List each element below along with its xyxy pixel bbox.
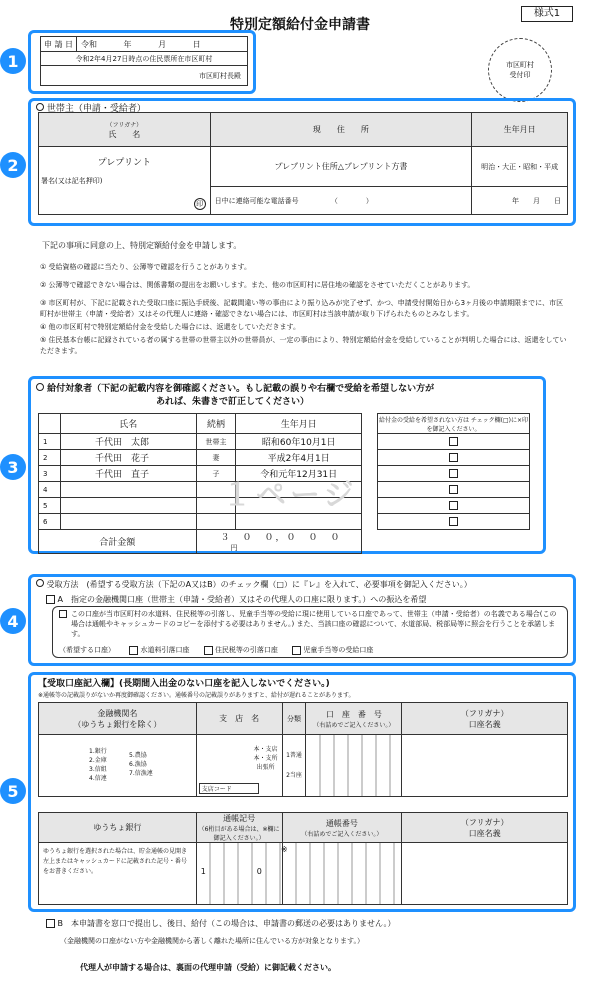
recipient-relation[interactable]: 妻 (196, 450, 236, 466)
badge-3: 3 (0, 454, 26, 480)
recipient-birth[interactable]: 平成2年4月1日 (236, 450, 362, 466)
tax-checkbox[interactable] (204, 646, 213, 655)
account-number-header: 口 座 番 号 (325, 709, 382, 719)
auto-account-checkbox[interactable] (59, 610, 67, 618)
bank-header: 金融機関名 (97, 708, 138, 718)
branch-header: 支 店 名 (196, 703, 282, 735)
note-item: ③ 市区町村が、下記に記載された受取口座に振込手続後、記載間違い等の事由により振り込みが完了せず、かつ、申請受付開始日から3ヶ月後の申請期限までに、市区町村が世帯主（申請・受給者）又はその代理人に連絡・確認できない場合には、市区町村は当該申請が取り下げられたものとみなします。 (40, 299, 564, 318)
wish-label: （希望する口座） (59, 646, 115, 654)
address-basis-line: 令和2年4月27日時点の住民票所在市区町村 (41, 52, 248, 66)
recipient-name[interactable]: 千代田 太郎 (60, 434, 196, 450)
furigana-label: （フリガナ） (106, 121, 143, 129)
option-b-text: B 本申請書を窓口で提出し、後日、給付（この場合は、申請書の郵送の必要はありません。） (57, 919, 396, 928)
bank-type: 4.信連 (89, 775, 107, 782)
name-header: 氏 名 (108, 129, 141, 139)
account-number-field[interactable] (306, 735, 402, 797)
bank-type: 6.漁協 (129, 761, 147, 768)
bango-sub: （右詰めでご記入ください。） (301, 830, 383, 838)
type-value[interactable]: 1普通 (286, 751, 302, 759)
badge-5: 5 (0, 778, 26, 804)
type-header: 分類 (282, 703, 306, 735)
bank-type: 1.銀行 (89, 748, 107, 755)
householder-name[interactable]: プレプリント (97, 158, 151, 168)
sixth-digit-mark: ※ (280, 845, 288, 854)
opt-out-checkbox[interactable] (449, 485, 458, 494)
choice-tax: 住民税等の引落口座 (214, 646, 278, 654)
row-number: 2 (39, 450, 61, 466)
total-value: ３ ０ ０，０ ０ ０ (220, 533, 342, 543)
form-number: 様式1 (521, 6, 573, 22)
col-birth: 生年月日 (236, 414, 362, 434)
method-header-text: 受取方法 (希望する受取方法（下記のA又はB）のチェック欄（□）に『レ』を入れて、必要事項を御記入ください。） (46, 580, 472, 589)
opt-out-checkbox[interactable] (449, 517, 458, 526)
account-section-header: 【受取口座記入欄】(長期間入出金のない口座を記入しないでください。) (38, 679, 330, 689)
branch-type: 本・支店 (253, 746, 278, 753)
date-label: 申 請 日 (41, 37, 77, 52)
recipient-name[interactable]: 千代田 花子 (60, 450, 196, 466)
recipient-name[interactable] (60, 482, 196, 498)
account-note: ※通帳等の記載誤りがないか再度御確認ください。通帳番号の記載誤りがありますと、給付が遅れることがあります。 (38, 692, 355, 699)
stamp-label-1: 市区町村 (506, 61, 534, 69)
badge-1: 1 (0, 48, 26, 74)
mayor-line: 市区町村長殿 (41, 66, 248, 86)
bango-field[interactable] (282, 843, 402, 905)
choice-child: 児童手当等の受給口座 (303, 646, 374, 654)
recipient-row (39, 434, 362, 450)
page-title: 特別定額給付金申請書 (230, 17, 370, 33)
holder-field[interactable] (402, 735, 568, 797)
phone-field[interactable]: （ ） (330, 196, 373, 205)
year-label: 年 (123, 39, 132, 49)
kigo-field[interactable] (196, 843, 288, 905)
option-b-checkbox[interactable] (46, 919, 55, 928)
yen-unit: 円 (230, 544, 240, 552)
water-checkbox[interactable] (129, 646, 138, 655)
recipients-header-line2: あれば、朱書きで訂正してください） (156, 397, 310, 407)
row-number: 3 (39, 466, 61, 482)
recipient-relation[interactable] (196, 514, 236, 530)
holder-header: 口座名義 (468, 719, 501, 729)
branch-type: 出張所 (256, 764, 275, 771)
householder-table (38, 112, 568, 215)
opt-out-checkbox[interactable] (449, 453, 458, 462)
recipient-row (39, 514, 362, 530)
opt-out-checkbox[interactable] (449, 469, 458, 478)
yucho-holder-header: 口座名義 (468, 828, 501, 838)
opt-out-header: 給付金の受給を希望されない方は チェック欄(□)に×印を御記入ください。 (378, 414, 530, 434)
bank-header-sub: （ゆうちょ銀行を除く） (73, 719, 162, 729)
consent-text: 下記の事項に同意の上、特別定額給付金を申請します。 (42, 241, 242, 250)
recipient-name[interactable] (60, 498, 196, 514)
page-watermark: １ページ (222, 478, 358, 513)
month-label: 月 (158, 39, 167, 49)
reception-stamp-circle (488, 38, 552, 102)
notes-list (40, 262, 570, 357)
note-item: ⑤ 住民基本台帳に記録されている者の属する世帯の世帯主以外の世帯員が、一定の事由により、特別定額給付金を受給していることが判明した場合には、返還をしていただきます。 (40, 336, 567, 355)
note-item: ② 公簿等で確認できない場合は、関係書類の提出をお願いします。また、他の市区町村に居住地の確認をさせていただくことがあります。 (40, 281, 475, 289)
phone-label: 日中に連絡可能な電話番号 (214, 196, 299, 205)
birth-eras: 明治・大正・昭和・平成 (472, 147, 568, 187)
account-number-sub: （右詰めでご記入ください。） (313, 721, 395, 729)
note-item: ④ 他の市区町村で特別定額給付金を受給した場合には、返還をしていただきます。 (40, 323, 300, 331)
bank-type: 3.信組 (89, 766, 107, 773)
recipient-relation[interactable]: 世帯主 (196, 434, 236, 450)
furigana-header: （フリガナ） (460, 708, 509, 718)
yucho-header: ゆうちょ銀行 (39, 813, 197, 843)
recipient-birth[interactable]: 昭和60年10月1日 (236, 434, 362, 450)
col-name: 氏名 (60, 414, 196, 434)
bank-type: 2.金庫 (89, 757, 107, 764)
birth-date-field[interactable]: 年 月 日 (472, 187, 568, 215)
bank-type: 7.信漁連 (129, 770, 153, 777)
row-number: 1 (39, 434, 61, 450)
option-b (46, 918, 396, 929)
auto-account-text: この口座が当市区町村の水道料、住民税等の引落し、児童手当等の受給に現に使用している口座であって、世帯主（申請・受給者）の名義である場合(この場合は通帳やキャッシュカードのコピーを添付する必要はありません。) また、当該口座の確認について、水道部局、税部局等に照会を行うことを承諾します。 (71, 610, 557, 638)
signature-note: 署名(又は記名押印) (41, 177, 103, 185)
householder-header-text: 世帯主（申請・受給者） (46, 104, 146, 114)
recipients-header-line1: 給付対象者（下記の記載内容を御確認ください。もし記載の誤りや右欄で受給を希望しない方が (47, 384, 435, 394)
child-checkbox[interactable] (292, 646, 301, 655)
era-label: 令和 (81, 39, 97, 49)
branch-type: 本・支所 (253, 755, 278, 762)
bango-header: 通帳番号 (325, 818, 358, 828)
bank-type: 5.農協 (129, 752, 147, 759)
total-label: 合計金額 (39, 530, 197, 554)
stamp-label-2: 受付印 (509, 71, 531, 79)
birth-header: 生年月日 (472, 113, 568, 147)
recipients-header (36, 381, 536, 407)
yucho-holder-field[interactable] (402, 843, 568, 905)
badge-4: 4 (0, 608, 26, 634)
branch-name-field[interactable] (196, 735, 282, 797)
option-a (46, 594, 426, 605)
seal-mark: 印 (194, 198, 206, 210)
address-header: 現 住 所 (210, 113, 472, 147)
footer-note: 代理人が申請する場合は、裏面の代理申請（受給）に御記載ください。 (80, 963, 336, 972)
recipient-name[interactable]: 千代田 直子 (60, 466, 196, 482)
householder-address[interactable]: プレプリント住所△プレプリント方書 (210, 147, 472, 187)
opt-out-checkbox[interactable] (449, 437, 458, 446)
auto-account-box (52, 606, 568, 658)
kigo-prefill-1: 1 (200, 867, 206, 876)
note-item: ① 受給資格の確認に当たり、公簿等で確認を行うことがあります。 (40, 263, 251, 271)
recipient-name[interactable] (60, 514, 196, 530)
kigo-sub: （6桁目がある場合は、※欄に御記入ください。） (198, 826, 280, 842)
type-value[interactable]: 2当座 (286, 771, 302, 779)
row-number: 5 (39, 498, 61, 514)
option-b-note: （金融機関の口座がない方や金融機関から著しく離れた場所に住んでいる方が対象となります。） (60, 937, 364, 945)
badge-2: 2 (0, 152, 26, 178)
recipient-relation[interactable]: 子 (196, 466, 236, 482)
day-label[interactable]: 日 (192, 39, 201, 49)
opt-out-checkbox[interactable] (449, 501, 458, 510)
yucho-furigana-header: （フリガナ） (460, 817, 509, 827)
col-relation: 続柄 (196, 414, 236, 434)
kigo-prefill-0: 0 (256, 867, 262, 876)
option-a-checkbox[interactable] (46, 595, 55, 604)
recipient-row (39, 450, 362, 466)
opt-out-column (377, 413, 530, 530)
bank-account-table (38, 702, 568, 797)
application-date-box (40, 36, 248, 86)
recipient-birth[interactable]: 令和元年12月31日 (236, 466, 362, 482)
method-header (36, 579, 572, 590)
row-number: 4 (39, 482, 61, 498)
kigo-header: 通帳記号 (223, 814, 256, 823)
recipient-birth[interactable] (236, 514, 362, 530)
branch-code-label: 支店コード (199, 783, 259, 794)
row-number: 6 (39, 514, 61, 530)
yucho-table (38, 812, 568, 905)
bank-name-field[interactable] (39, 735, 197, 797)
yucho-note: ゆうちょ銀行を選択された場合は、貯金通帳の見開き左上またはキャッシュカードに記載された記号・番号をお書きください。 (39, 843, 197, 905)
choice-water: 水道料引落口座 (140, 646, 190, 654)
option-a-text: A 指定の金融機関口座（世帯主（申請・受給者）又はその代理人の口座に限ります。）への振込を希望 (57, 595, 427, 604)
